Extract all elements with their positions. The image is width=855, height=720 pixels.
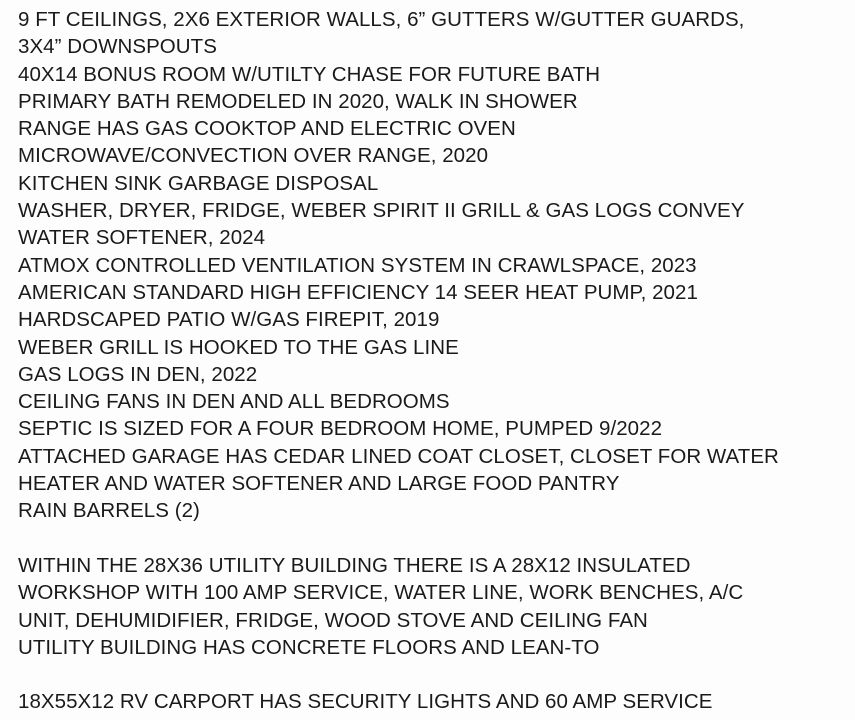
feature-line: SEPTIC IS SIZED FOR A FOUR BEDROOM HOME, PUMPED 9/2022 [18, 417, 663, 441]
feature-line: RANGE HAS GAS COOKTOP AND ELECTRIC OVEN [18, 117, 516, 141]
feature-line: RAIN BARRELS (2) [18, 499, 200, 523]
feature-line: 3X4” DOWNSPOUTS [18, 35, 217, 59]
feature-line: CEILING FANS IN DEN AND ALL BEDROOMS [18, 390, 450, 414]
feature-line: PRIMARY BATH REMODELED IN 2020, WALK IN SHOWER [18, 89, 578, 113]
feature-line: WEBER GRILL IS HOOKED TO THE GAS LINE [18, 335, 459, 359]
feature-line: 9 FT CEILINGS, 2X6 EXTERIOR WALLS, 6” GUTTERS W/GUTTER GUARDS, [18, 8, 745, 31]
feature-line: MICROWAVE/CONVECTION OVER RANGE, 2020 [18, 144, 489, 168]
paragraph-spacer [18, 661, 855, 688]
utility-building-line: UTILITY BUILDING HAS CONCRETE FLOORS AND LEAN-TO [18, 635, 600, 659]
utility-building-line: WITHIN THE 28X36 UTILITY BUILDING THERE IS A 28X12 INSULATED [18, 553, 691, 577]
feature-line: HEATER AND WATER SOFTENER AND LARGE FOOD PANTRY [18, 472, 620, 496]
feature-line: ATMOX CONTROLLED VENTILATION SYSTEM IN CRAWLSPACE, 2023 [18, 253, 697, 277]
feature-line: HARDSCAPED PATIO W/GAS FIREPIT, 2019 [18, 308, 440, 332]
feature-line: 40X14 BONUS ROOM W/UTILTY CHASE FOR FUTURE BATH [18, 62, 601, 86]
feature-line: WASHER, DRYER, FRIDGE, WEBER SPIRIT II GRILL & GAS LOGS CONVEY [18, 199, 745, 223]
utility-building-line: WORKSHOP WITH 100 AMP SERVICE, WATER LINE, WORK BENCHES, A/C [18, 581, 744, 605]
feature-list [18, 6, 855, 716]
feature-line: WATER SOFTENER, 2024 [18, 226, 266, 250]
utility-building-line: UNIT, DEHUMIDIFIER, FRIDGE, WOOD STOVE AND CEILING FAN [18, 608, 648, 632]
feature-line: AMERICAN STANDARD HIGH EFFICIENCY 14 SEER HEAT PUMP, 2021 [18, 280, 698, 304]
carport-line: 18X55X12 RV CARPORT HAS SECURITY LIGHTS AND 60 AMP SERVICE [18, 690, 713, 714]
feature-line: KITCHEN SINK GARBAGE DISPOSAL [18, 171, 379, 195]
feature-line: GAS LOGS IN DEN, 2022 [18, 362, 258, 386]
paragraph-spacer [18, 525, 855, 552]
feature-line: ATTACHED GARAGE HAS CEDAR LINED COAT CLOSET, CLOSET FOR WATER [18, 444, 779, 468]
